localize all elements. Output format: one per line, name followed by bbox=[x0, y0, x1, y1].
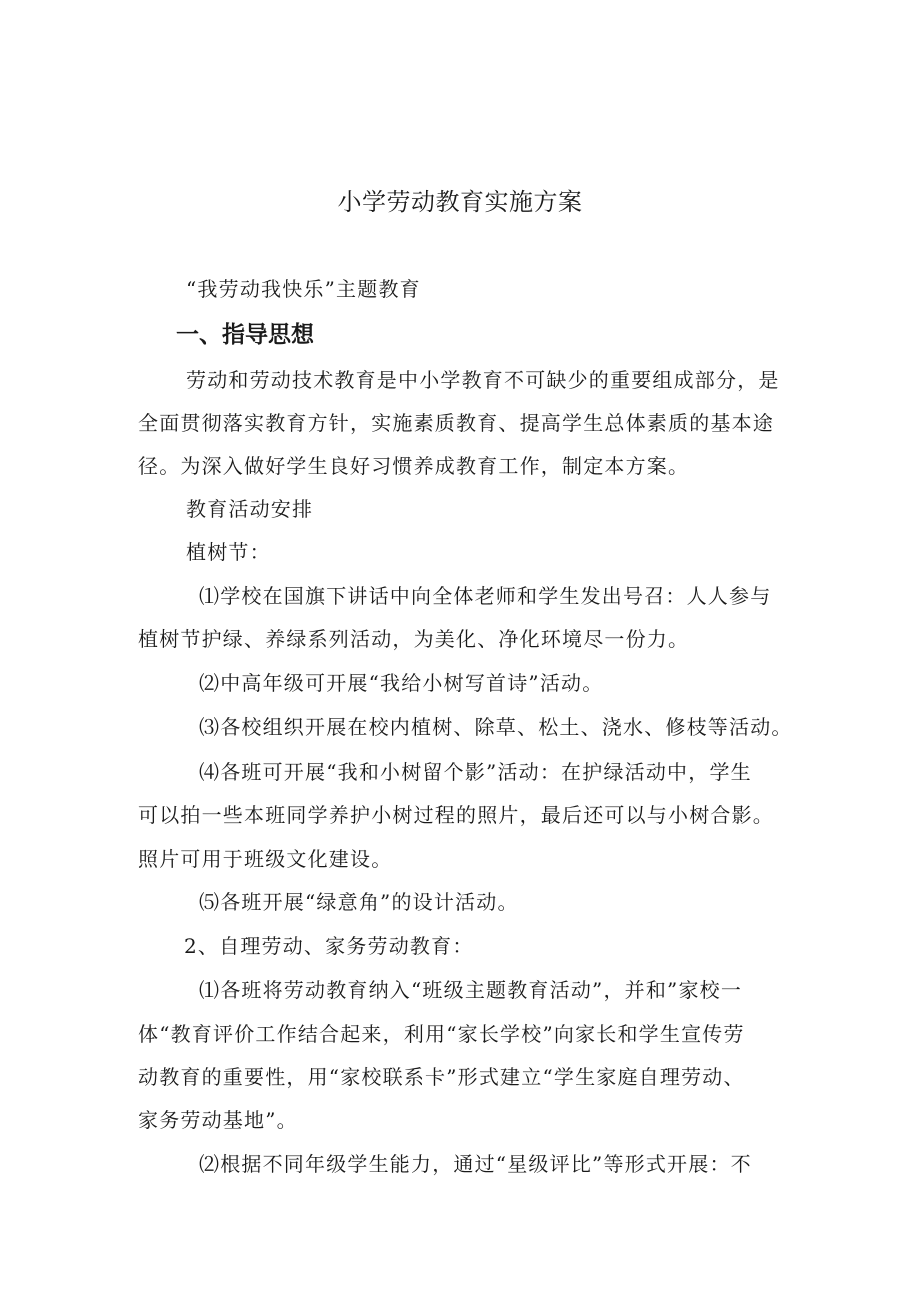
list-item-line: 体“教育评价工作结合起来，利用“家长学校”向家长和学生宣传劳 bbox=[138, 1022, 745, 1046]
list-item-line: ⑵中高年级可开展“我给小树写首诗”活动。 bbox=[199, 671, 604, 695]
list-item-line: 家务劳动基地”。 bbox=[138, 1108, 298, 1132]
list-item-line: ⑸各班开展“绿意角”的设计活动。 bbox=[199, 890, 519, 914]
document-title: 小学劳动教育实施方案 bbox=[337, 188, 583, 216]
paragraph-line: 径。为深入做好学生良好习惯养成教育工作，制定本方案。 bbox=[138, 454, 690, 478]
list-item-line: ⑵根据不同年级学生能力，通过“星级评比”等形式开展：不 bbox=[199, 1152, 752, 1176]
list-item-line: ⑴学校在国旗下讲话中向全体老师和学生发出号召：人人参与 bbox=[199, 584, 772, 608]
list-item-line: 植树节护绿、养绿系列活动，为美化、净化环境尽一份力。 bbox=[138, 627, 690, 651]
paragraph-line: 全面贯彻落实教育方针，实施素质教育、提高学生总体素质的基本途 bbox=[138, 411, 774, 435]
paragraph-line: 劳动和劳动技术教育是中小学教育不可缺少的重要组成部分，是 bbox=[186, 368, 780, 392]
list-item-line: 可以拍一些本班同学养护小树过程的照片，最后还可以与小树合影。 bbox=[138, 803, 774, 827]
arbor-day-heading: 植树节： bbox=[186, 540, 271, 564]
list-item-line: ⑴各班将劳动教育纳入“班级主题教育活动”，并和”家校一 bbox=[199, 978, 743, 1002]
list-item-line: ⑶各校组织开展在校内植树、除草、松土、浇水、修枝等活动。 bbox=[199, 715, 793, 739]
list-item-line: ⑷各班可开展“我和小树留个影”活动：在护绿活动中，学生 bbox=[199, 760, 752, 784]
list-item-line: 照片可用于班级文化建设。 bbox=[138, 847, 393, 871]
list-item-line: 动教育的重要性，用“家校联系卡”形式建立“学生家庭自理劳动、 bbox=[138, 1065, 745, 1089]
activities-heading: 教育活动安排 bbox=[186, 497, 314, 521]
section-heading-guiding-thought: 一、指导思想 bbox=[176, 322, 314, 348]
section-heading-self-care-labor: 2、自理劳动、家务劳动教育： bbox=[184, 934, 474, 958]
theme-subtitle: “我劳动我快乐”主题教育 bbox=[186, 277, 421, 301]
